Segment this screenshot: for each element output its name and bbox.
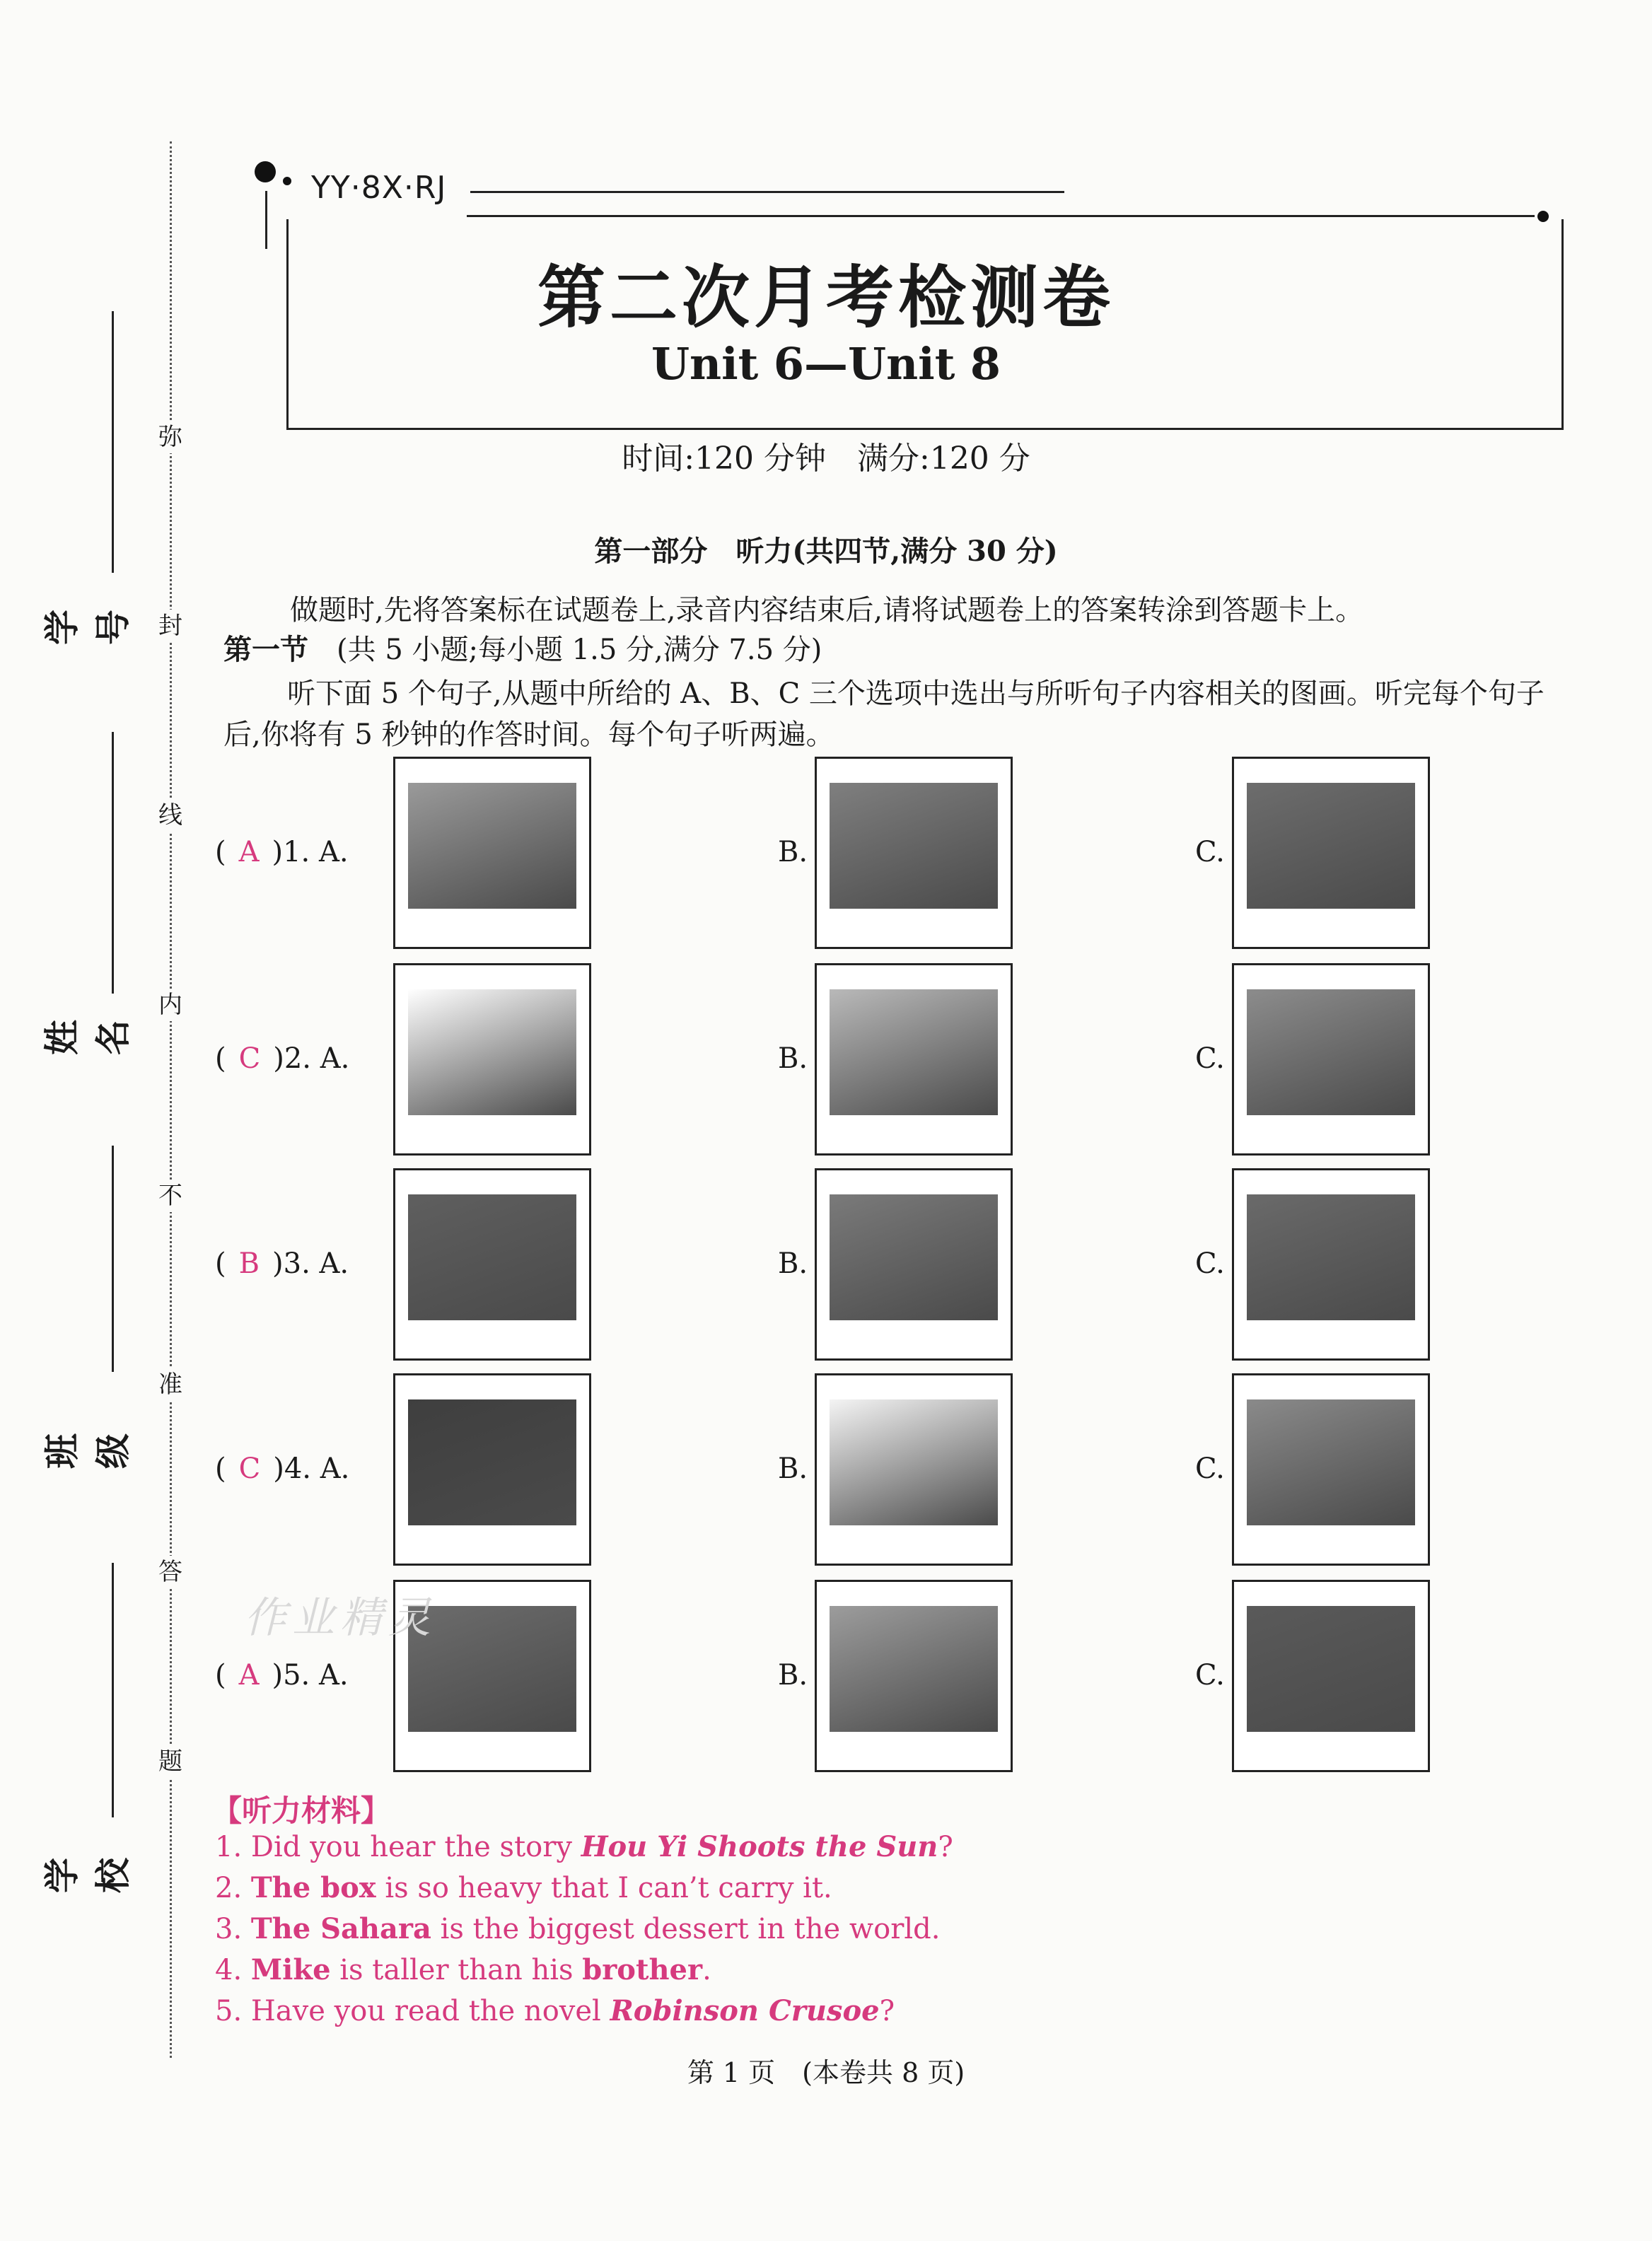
hou-yi-shooting-sun-image: [408, 783, 576, 909]
children-whispering-image: [408, 1399, 576, 1525]
page-subtitle: Unit 6—Unit 8: [651, 338, 1001, 390]
section1-directions: 听下面 5 个句子,从题中所给的 A、B、C 三个选项中选出与所听句子内容相关的图画。听完每个句子后,你将有 5 秒钟的作答时间。每个句子听两遍。: [223, 677, 1545, 751]
option-label: C.: [1195, 836, 1225, 868]
option-picture-frame: [815, 1580, 1013, 1772]
header-rule-1: [470, 191, 1064, 193]
two-boys-drawing-image: [830, 1399, 998, 1525]
option-picture-frame: [393, 757, 591, 949]
ocean-boat-image: [1247, 1194, 1415, 1320]
chang-e-flying-to-moon-image: [830, 783, 998, 909]
option-picture-frame: [393, 1373, 591, 1566]
binding-char-6: 准: [154, 1368, 187, 1401]
two-boys-holding-papers-image: [1247, 1399, 1415, 1525]
binding-char-2: 封: [154, 610, 187, 642]
student-id-label: 学号: [42, 610, 134, 645]
transcript-line-1: 1. Did you hear the story Hou Yi Shoots the Sun?: [215, 1830, 953, 1863]
answer-mark: C: [238, 1042, 261, 1075]
option-label: B.: [778, 836, 808, 868]
part1-title: 第一部分 听力(共四节,满分 30 分): [594, 535, 1058, 568]
question-number-1: ( A )1. A.: [215, 836, 349, 868]
option-picture-frame: [1232, 757, 1430, 949]
answer-mark: C: [238, 1453, 261, 1485]
transcript-line-3: 3. The Sahara is the biggest dessert in the world.: [215, 1912, 941, 1945]
suitcase-box-image: [1247, 989, 1415, 1115]
section1-heading: [223, 629, 1567, 670]
desert-camels-image: [830, 1194, 998, 1320]
option-picture-frame: [393, 963, 591, 1156]
cartoon-characters-image: [830, 1606, 998, 1732]
answer-mark: B: [238, 1247, 260, 1280]
school-label: 学校: [42, 1858, 134, 1893]
class-line: [112, 1146, 114, 1372]
header-dot-small: [283, 177, 291, 185]
option-label: C.: [1195, 1659, 1225, 1692]
option-picture-frame: [815, 1373, 1013, 1566]
option-label: B.: [778, 1659, 808, 1692]
instruction-text: 做题时,先将答案标在试题卷上,录音内容结束后,请将试题卷上的答案转涂到答题卡上。: [290, 594, 1364, 627]
binding-char-5: 不: [154, 1180, 187, 1212]
binding-char-8: 题: [154, 1745, 187, 1778]
header-dot-large: [255, 161, 276, 182]
sunset-beach-image: [408, 1194, 576, 1320]
man-in-city-street-image: [1247, 783, 1415, 909]
answer-mark: A: [238, 1659, 260, 1692]
binding-char-1: 弥: [154, 421, 187, 453]
option-label: B.: [778, 1453, 808, 1485]
option-label: B.: [778, 1247, 808, 1280]
transcript-line-5: 5. Have you read the novel Robinson Crusoe?: [215, 1994, 895, 2027]
option-picture-frame: [1232, 1580, 1430, 1772]
option-picture-frame: [1232, 1373, 1430, 1566]
option-picture-frame: [1232, 1168, 1430, 1361]
header-rule-2: [467, 215, 1535, 217]
binding-char-4: 内: [154, 989, 187, 1021]
school-line: [112, 1563, 114, 1817]
edition-code: YY·8X·RJ: [311, 170, 447, 206]
answer-mark: A: [238, 836, 260, 868]
question-number-3: ( B )3. A.: [215, 1247, 349, 1280]
option-label: C.: [1195, 1247, 1225, 1280]
option-label: B.: [778, 1042, 808, 1075]
transcript-heading: 【听力材料】: [212, 1793, 391, 1828]
name-label: 姓名: [42, 1020, 134, 1055]
name-line: [112, 732, 114, 994]
header-left-tick: [265, 191, 267, 249]
watermark: 作业精灵: [244, 1593, 436, 1643]
time-score-info: 时间:120 分钟 满分:120 分: [622, 441, 1030, 477]
option-picture-frame: [815, 1168, 1013, 1361]
question-number-5: ( A )5. A.: [215, 1659, 349, 1692]
binding-char-7: 答: [154, 1556, 187, 1588]
option-picture-frame: [815, 757, 1013, 949]
option-picture-frame: [393, 1168, 591, 1361]
question-number-4: ( C )4. A.: [215, 1453, 350, 1485]
option-label: C.: [1195, 1042, 1225, 1075]
section1-title: 第一节: [223, 633, 308, 666]
page-footer: 第 1 页 (本卷共 8 页): [687, 2057, 965, 2088]
table-and-stools-image: [830, 989, 998, 1115]
anime-characters-image: [1247, 1606, 1415, 1732]
option-label: C.: [1195, 1453, 1225, 1485]
class-label: 班级: [42, 1433, 134, 1469]
transcript-line-4: 4. Mike is taller than his brother.: [215, 1953, 711, 1986]
page-title: 第二次月考检测卷: [537, 257, 1115, 337]
binding-char-3: 线: [154, 799, 187, 832]
transcript-line-2: 2. The box is so heavy that I can’t carry it.: [215, 1871, 832, 1904]
wooden-chair-image: [408, 989, 576, 1115]
section1-info: (共 5 小题;每小题 1.5 分,满分 7.5 分): [337, 634, 822, 666]
option-picture-frame: [815, 963, 1013, 1156]
question-number-2: ( C )2. A.: [215, 1042, 350, 1075]
option-picture-frame: [1232, 963, 1430, 1156]
